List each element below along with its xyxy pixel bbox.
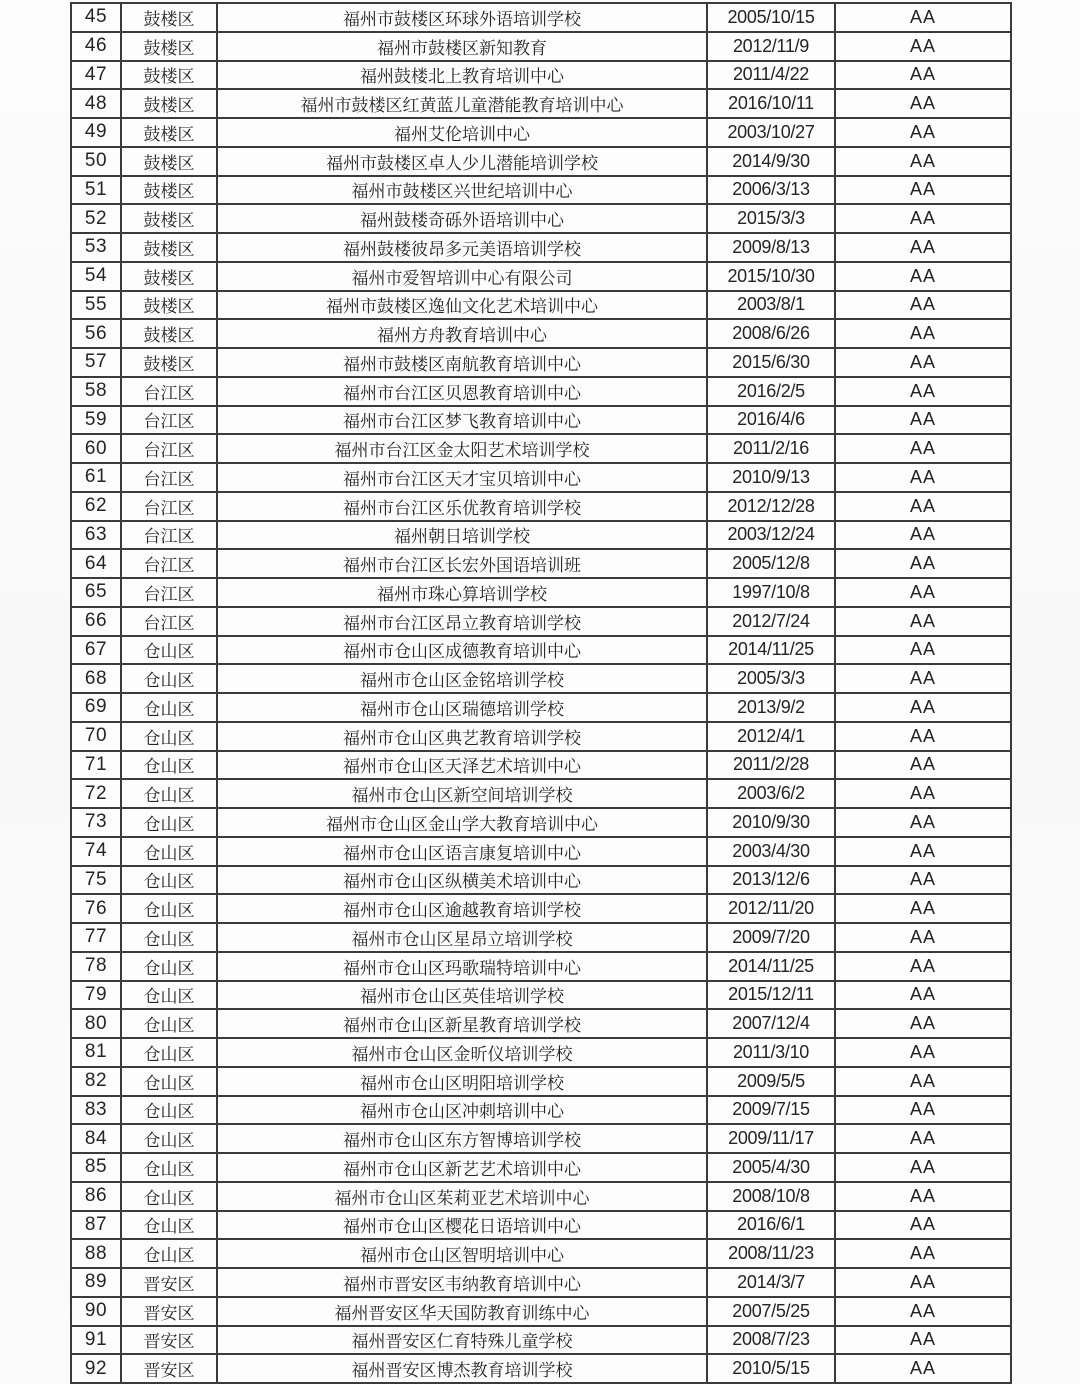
- row-number-cell: 82: [71, 1067, 121, 1096]
- district-cell: 仓山区: [121, 1038, 217, 1067]
- row-number-cell: 53: [71, 233, 121, 262]
- row-number-cell: 60: [71, 434, 121, 463]
- date-cell: 2015/10/30: [707, 262, 835, 291]
- district-cell: 鼓楼区: [121, 32, 217, 61]
- district-cell: 鼓楼区: [121, 319, 217, 348]
- date-cell: 2010/9/13: [707, 463, 835, 492]
- rating-cell: AA: [835, 118, 1011, 147]
- rating-cell: AA: [835, 866, 1011, 895]
- table-row: [71, 147, 1011, 176]
- table-row: [71, 89, 1011, 118]
- date-cell: 2016/2/5: [707, 377, 835, 406]
- school-name-cell: 福州市仓山区玛歌瑞特培训中心: [217, 952, 707, 981]
- row-number-cell: 67: [71, 636, 121, 665]
- row-number-cell: 80: [71, 1009, 121, 1038]
- school-name-cell: 福州市仓山区纵横美术培训中心: [217, 866, 707, 895]
- date-cell: 2003/8/1: [707, 291, 835, 320]
- school-name-cell: 福州方舟教育培训中心: [217, 319, 707, 348]
- table-body: [71, 3, 1011, 1383]
- table-row: [71, 1354, 1011, 1383]
- date-cell: 2005/12/8: [707, 549, 835, 578]
- school-name-cell: 福州市仓山区金铭培训学校: [217, 664, 707, 693]
- table-row: [71, 549, 1011, 578]
- school-name-cell: 福州市台江区贝恩教育培训中心: [217, 377, 707, 406]
- row-number-cell: 91: [71, 1326, 121, 1355]
- date-cell: 2008/7/23: [707, 1326, 835, 1355]
- table-row: [71, 808, 1011, 837]
- date-cell: 2008/6/26: [707, 319, 835, 348]
- district-cell: 仓山区: [121, 866, 217, 895]
- row-number-cell: 62: [71, 492, 121, 521]
- date-cell: 2014/9/30: [707, 147, 835, 176]
- rating-cell: AA: [835, 1268, 1011, 1297]
- row-number-cell: 64: [71, 549, 121, 578]
- rating-cell: AA: [835, 1096, 1011, 1125]
- row-number-cell: 79: [71, 981, 121, 1010]
- school-name-cell: 福州晋安区华天国防教育训练中心: [217, 1297, 707, 1326]
- district-cell: 仓山区: [121, 751, 217, 780]
- school-name-cell: 福州市仓山区成德教育培训中心: [217, 636, 707, 665]
- table-row: [71, 837, 1011, 866]
- row-number-cell: 83: [71, 1096, 121, 1125]
- date-cell: 2006/3/13: [707, 176, 835, 205]
- row-number-cell: 57: [71, 348, 121, 377]
- rating-cell: AA: [835, 233, 1011, 262]
- row-number-cell: 65: [71, 578, 121, 607]
- row-number-cell: 56: [71, 319, 121, 348]
- school-name-cell: 福州市鼓楼区新知教育: [217, 32, 707, 61]
- date-cell: 2009/7/20: [707, 923, 835, 952]
- table-row: [71, 118, 1011, 147]
- date-cell: 2007/5/25: [707, 1297, 835, 1326]
- school-name-cell: 福州市台江区梦飞教育培训中心: [217, 406, 707, 435]
- date-cell: 2013/9/2: [707, 693, 835, 722]
- rating-cell: AA: [835, 693, 1011, 722]
- row-number-cell: 90: [71, 1297, 121, 1326]
- table-row: [71, 1038, 1011, 1067]
- district-cell: 晋安区: [121, 1354, 217, 1383]
- school-name-cell: 福州市仓山区金山学大教育培训中心: [217, 808, 707, 837]
- row-number-cell: 84: [71, 1124, 121, 1153]
- school-name-cell: 福州市仓山区东方智博培训学校: [217, 1124, 707, 1153]
- rating-cell: AA: [835, 262, 1011, 291]
- date-cell: 2011/3/10: [707, 1038, 835, 1067]
- district-cell: 仓山区: [121, 722, 217, 751]
- table-row: [71, 176, 1011, 205]
- row-number-cell: 54: [71, 262, 121, 291]
- rating-cell: AA: [835, 3, 1011, 32]
- table-row: [71, 1182, 1011, 1211]
- row-number-cell: 74: [71, 837, 121, 866]
- row-number-cell: 45: [71, 3, 121, 32]
- rating-cell: AA: [835, 434, 1011, 463]
- district-cell: 鼓楼区: [121, 3, 217, 32]
- date-cell: 2009/7/15: [707, 1096, 835, 1125]
- school-name-cell: 福州市台江区天才宝贝培训中心: [217, 463, 707, 492]
- district-cell: 鼓楼区: [121, 348, 217, 377]
- date-cell: 2015/3/3: [707, 204, 835, 233]
- table-row: [71, 722, 1011, 751]
- school-name-cell: 福州市台江区金太阳艺术培训学校: [217, 434, 707, 463]
- school-name-cell: 福州市仓山区冲刺培训中心: [217, 1096, 707, 1125]
- school-name-cell: 福州市仓山区英佳培训学校: [217, 981, 707, 1010]
- training-schools-table: [70, 2, 1012, 1384]
- school-name-cell: 福州市仓山区天泽艺术培训中心: [217, 751, 707, 780]
- district-cell: 台江区: [121, 521, 217, 550]
- date-cell: 2014/3/7: [707, 1268, 835, 1297]
- rating-cell: AA: [835, 1067, 1011, 1096]
- date-cell: 2014/11/25: [707, 636, 835, 665]
- rating-cell: AA: [835, 923, 1011, 952]
- rating-cell: AA: [835, 1354, 1011, 1383]
- row-number-cell: 72: [71, 779, 121, 808]
- school-name-cell: 福州市仓山区樱花日语培训中心: [217, 1211, 707, 1240]
- district-cell: 仓山区: [121, 981, 217, 1010]
- table-row: [71, 866, 1011, 895]
- row-number-cell: 66: [71, 607, 121, 636]
- district-cell: 仓山区: [121, 808, 217, 837]
- row-number-cell: 85: [71, 1153, 121, 1182]
- school-name-cell: 福州市仓山区逾越教育培训学校: [217, 894, 707, 923]
- rating-cell: AA: [835, 1182, 1011, 1211]
- rating-cell: AA: [835, 779, 1011, 808]
- table-row: [71, 1096, 1011, 1125]
- district-cell: 仓山区: [121, 1096, 217, 1125]
- district-cell: 台江区: [121, 578, 217, 607]
- district-cell: 鼓楼区: [121, 204, 217, 233]
- district-cell: 仓山区: [121, 664, 217, 693]
- school-name-cell: 福州市台江区昂立教育培训学校: [217, 607, 707, 636]
- row-number-cell: 50: [71, 147, 121, 176]
- date-cell: 2016/4/6: [707, 406, 835, 435]
- rating-cell: AA: [835, 722, 1011, 751]
- district-cell: 鼓楼区: [121, 147, 217, 176]
- date-cell: 2012/12/28: [707, 492, 835, 521]
- school-name-cell: 福州市珠心算培训学校: [217, 578, 707, 607]
- district-cell: 仓山区: [121, 837, 217, 866]
- school-name-cell: 福州市仓山区新空间培训学校: [217, 779, 707, 808]
- school-name-cell: 福州市鼓楼区红黄蓝儿童潜能教育培训中心: [217, 89, 707, 118]
- table-row: [71, 1009, 1011, 1038]
- row-number-cell: 68: [71, 664, 121, 693]
- table-row: [71, 1153, 1011, 1182]
- row-number-cell: 89: [71, 1268, 121, 1297]
- rating-cell: AA: [835, 578, 1011, 607]
- date-cell: 2016/10/11: [707, 89, 835, 118]
- school-name-cell: 福州市仓山区星昂立培训学校: [217, 923, 707, 952]
- row-number-cell: 59: [71, 406, 121, 435]
- date-cell: 2014/11/25: [707, 952, 835, 981]
- school-name-cell: 福州艾伦培训中心: [217, 118, 707, 147]
- rating-cell: AA: [835, 1239, 1011, 1268]
- district-cell: 鼓楼区: [121, 262, 217, 291]
- rating-cell: AA: [835, 1153, 1011, 1182]
- date-cell: 2015/6/30: [707, 348, 835, 377]
- rating-cell: AA: [835, 751, 1011, 780]
- table-row: [71, 578, 1011, 607]
- row-number-cell: 76: [71, 894, 121, 923]
- date-cell: 1997/10/8: [707, 578, 835, 607]
- date-cell: 2005/4/30: [707, 1153, 835, 1182]
- date-cell: 2011/4/22: [707, 61, 835, 90]
- school-name-cell: 福州朝日培训学校: [217, 521, 707, 550]
- rating-cell: AA: [835, 319, 1011, 348]
- school-name-cell: 福州市仓山区瑞德培训学校: [217, 693, 707, 722]
- school-name-cell: 福州晋安区博杰教育培训学校: [217, 1354, 707, 1383]
- row-number-cell: 71: [71, 751, 121, 780]
- rating-cell: AA: [835, 348, 1011, 377]
- table-row: [71, 319, 1011, 348]
- rating-cell: AA: [835, 952, 1011, 981]
- district-cell: 仓山区: [121, 1182, 217, 1211]
- rating-cell: AA: [835, 1124, 1011, 1153]
- rating-cell: AA: [835, 61, 1011, 90]
- date-cell: 2012/11/9: [707, 32, 835, 61]
- date-cell: 2009/8/13: [707, 233, 835, 262]
- district-cell: 仓山区: [121, 952, 217, 981]
- row-number-cell: 51: [71, 176, 121, 205]
- rating-cell: AA: [835, 89, 1011, 118]
- row-number-cell: 47: [71, 61, 121, 90]
- date-cell: 2012/4/1: [707, 722, 835, 751]
- school-name-cell: 福州鼓楼奇砾外语培训中心: [217, 204, 707, 233]
- school-name-cell: 福州市台江区长宏外国语培训班: [217, 549, 707, 578]
- district-cell: 鼓楼区: [121, 118, 217, 147]
- table-row: [71, 607, 1011, 636]
- table-row: [71, 463, 1011, 492]
- date-cell: 2011/2/28: [707, 751, 835, 780]
- district-cell: 仓山区: [121, 923, 217, 952]
- date-cell: 2008/10/8: [707, 1182, 835, 1211]
- rating-cell: AA: [835, 664, 1011, 693]
- district-cell: 鼓楼区: [121, 291, 217, 320]
- rating-cell: AA: [835, 1009, 1011, 1038]
- table-row: [71, 1124, 1011, 1153]
- district-cell: 仓山区: [121, 1124, 217, 1153]
- date-cell: 2003/10/27: [707, 118, 835, 147]
- rating-cell: AA: [835, 636, 1011, 665]
- table-row: [71, 894, 1011, 923]
- table-row: [71, 636, 1011, 665]
- rating-cell: AA: [835, 147, 1011, 176]
- table-row: [71, 406, 1011, 435]
- row-number-cell: 87: [71, 1211, 121, 1240]
- row-number-cell: 92: [71, 1354, 121, 1383]
- table-row: [71, 204, 1011, 233]
- table-row: [71, 1268, 1011, 1297]
- table-row: [71, 1067, 1011, 1096]
- district-cell: 鼓楼区: [121, 233, 217, 262]
- row-number-cell: 77: [71, 923, 121, 952]
- row-number-cell: 55: [71, 291, 121, 320]
- school-name-cell: 福州鼓楼彼昂多元美语培训学校: [217, 233, 707, 262]
- rating-cell: AA: [835, 1326, 1011, 1355]
- school-name-cell: 福州市仓山区茱莉亚艺术培训中心: [217, 1182, 707, 1211]
- district-cell: 鼓楼区: [121, 89, 217, 118]
- table-row: [71, 233, 1011, 262]
- rating-cell: AA: [835, 204, 1011, 233]
- school-name-cell: 福州市仓山区新星教育培训学校: [217, 1009, 707, 1038]
- date-cell: 2003/4/30: [707, 837, 835, 866]
- rating-cell: AA: [835, 176, 1011, 205]
- district-cell: 仓山区: [121, 1239, 217, 1268]
- table-row: [71, 1326, 1011, 1355]
- table-row: [71, 952, 1011, 981]
- district-cell: 台江区: [121, 492, 217, 521]
- table-row: [71, 1211, 1011, 1240]
- school-name-cell: 福州市仓山区明阳培训学校: [217, 1067, 707, 1096]
- date-cell: 2016/6/1: [707, 1211, 835, 1240]
- table-row: [71, 923, 1011, 952]
- school-name-cell: 福州晋安区仁育特殊儿童学校: [217, 1326, 707, 1355]
- school-name-cell: 福州市仓山区语言康复培训中心: [217, 837, 707, 866]
- date-cell: 2012/11/20: [707, 894, 835, 923]
- row-number-cell: 75: [71, 866, 121, 895]
- district-cell: 仓山区: [121, 894, 217, 923]
- row-number-cell: 49: [71, 118, 121, 147]
- rating-cell: AA: [835, 463, 1011, 492]
- row-number-cell: 69: [71, 693, 121, 722]
- row-number-cell: 86: [71, 1182, 121, 1211]
- district-cell: 台江区: [121, 549, 217, 578]
- district-cell: 仓山区: [121, 1067, 217, 1096]
- row-number-cell: 78: [71, 952, 121, 981]
- date-cell: 2003/12/24: [707, 521, 835, 550]
- school-name-cell: 福州市鼓楼区卓人少儿潜能培训学校: [217, 147, 707, 176]
- rating-cell: AA: [835, 521, 1011, 550]
- rating-cell: AA: [835, 492, 1011, 521]
- school-name-cell: 福州鼓楼北上教育培训中心: [217, 61, 707, 90]
- row-number-cell: 70: [71, 722, 121, 751]
- table-row: [71, 3, 1011, 32]
- district-cell: 晋安区: [121, 1297, 217, 1326]
- row-number-cell: 52: [71, 204, 121, 233]
- table-row: [71, 981, 1011, 1010]
- date-cell: 2007/12/4: [707, 1009, 835, 1038]
- school-name-cell: 福州市仓山区典艺教育培训学校: [217, 722, 707, 751]
- district-cell: 仓山区: [121, 779, 217, 808]
- rating-cell: AA: [835, 406, 1011, 435]
- date-cell: 2005/10/15: [707, 3, 835, 32]
- table-row: [71, 1239, 1011, 1268]
- rating-cell: AA: [835, 808, 1011, 837]
- row-number-cell: 63: [71, 521, 121, 550]
- table-row: [71, 377, 1011, 406]
- rating-cell: AA: [835, 1211, 1011, 1240]
- row-number-cell: 58: [71, 377, 121, 406]
- rating-cell: AA: [835, 894, 1011, 923]
- date-cell: 2011/2/16: [707, 434, 835, 463]
- table-row: [71, 61, 1011, 90]
- table-row: [71, 291, 1011, 320]
- school-name-cell: 福州市鼓楼区兴世纪培训中心: [217, 176, 707, 205]
- district-cell: 台江区: [121, 406, 217, 435]
- date-cell: 2015/12/11: [707, 981, 835, 1010]
- rating-cell: AA: [835, 1038, 1011, 1067]
- district-cell: 鼓楼区: [121, 176, 217, 205]
- table-row: [71, 1297, 1011, 1326]
- date-cell: 2009/5/5: [707, 1067, 835, 1096]
- district-cell: 台江区: [121, 377, 217, 406]
- table-row: [71, 434, 1011, 463]
- rating-cell: AA: [835, 607, 1011, 636]
- district-cell: 鼓楼区: [121, 61, 217, 90]
- school-name-cell: 福州市仓山区金昕仪培训学校: [217, 1038, 707, 1067]
- district-cell: 仓山区: [121, 1009, 217, 1038]
- table-row: [71, 751, 1011, 780]
- date-cell: 2010/9/30: [707, 808, 835, 837]
- district-cell: 台江区: [121, 463, 217, 492]
- school-name-cell: 福州市晋安区韦纳教育培训中心: [217, 1268, 707, 1297]
- date-cell: 2012/7/24: [707, 607, 835, 636]
- date-cell: 2013/12/6: [707, 866, 835, 895]
- row-number-cell: 46: [71, 32, 121, 61]
- district-cell: 仓山区: [121, 693, 217, 722]
- school-name-cell: 福州市爱智培训中心有限公司: [217, 262, 707, 291]
- row-number-cell: 81: [71, 1038, 121, 1067]
- row-number-cell: 88: [71, 1239, 121, 1268]
- rating-cell: AA: [835, 1297, 1011, 1326]
- date-cell: 2008/11/23: [707, 1239, 835, 1268]
- date-cell: 2003/6/2: [707, 779, 835, 808]
- row-number-cell: 73: [71, 808, 121, 837]
- district-cell: 晋安区: [121, 1268, 217, 1297]
- table-row: [71, 262, 1011, 291]
- rating-cell: AA: [835, 291, 1011, 320]
- row-number-cell: 61: [71, 463, 121, 492]
- school-name-cell: 福州市鼓楼区环球外语培训学校: [217, 3, 707, 32]
- rating-cell: AA: [835, 549, 1011, 578]
- district-cell: 台江区: [121, 607, 217, 636]
- table-row: [71, 521, 1011, 550]
- table-row: [71, 693, 1011, 722]
- rating-cell: AA: [835, 981, 1011, 1010]
- row-number-cell: 48: [71, 89, 121, 118]
- school-name-cell: 福州市台江区乐优教育培训学校: [217, 492, 707, 521]
- table-row: [71, 32, 1011, 61]
- table-row: [71, 664, 1011, 693]
- district-cell: 仓山区: [121, 636, 217, 665]
- rating-cell: AA: [835, 32, 1011, 61]
- school-name-cell: 福州市鼓楼区南航教育培训中心: [217, 348, 707, 377]
- date-cell: 2005/3/3: [707, 664, 835, 693]
- school-name-cell: 福州市仓山区智明培训中心: [217, 1239, 707, 1268]
- date-cell: 2010/5/15: [707, 1354, 835, 1383]
- school-name-cell: 福州市仓山区新艺艺术培训中心: [217, 1153, 707, 1182]
- rating-cell: AA: [835, 837, 1011, 866]
- table-row: [71, 492, 1011, 521]
- district-cell: 仓山区: [121, 1153, 217, 1182]
- table-row: [71, 779, 1011, 808]
- rating-cell: AA: [835, 377, 1011, 406]
- table-row: [71, 348, 1011, 377]
- district-cell: 晋安区: [121, 1326, 217, 1355]
- district-cell: 台江区: [121, 434, 217, 463]
- date-cell: 2009/11/17: [707, 1124, 835, 1153]
- school-name-cell: 福州市鼓楼区逸仙文化艺术培训中心: [217, 291, 707, 320]
- district-cell: 仓山区: [121, 1211, 217, 1240]
